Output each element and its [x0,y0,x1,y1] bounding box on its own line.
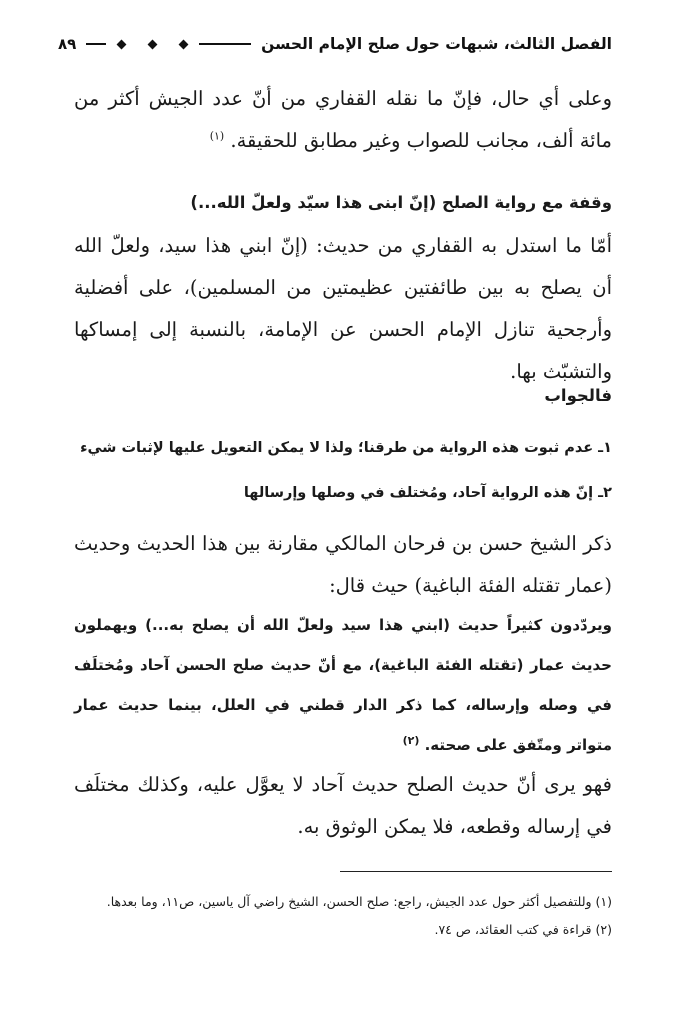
footnote-2: (٢) قراءة في كتب العقائد، ص ٧٤. [434,922,612,937]
section-heading-text: وقفة مع رواية الصلح (إنّ ابنى هذا سيّد ولعلّ الله...) [190,193,612,212]
footnote-reference: (٢) [402,734,420,747]
header-ornament [86,38,251,50]
point-2 [74,478,612,508]
page-number: ٨٩ [58,35,77,53]
paragraph-text: وعلى أي حال، فإنّ ما نقله القفاري من أنّ عدد الجيش أكثر من مائة ألف، مجانب للصواب وغير مطابق للحقيقة. [74,87,612,152]
ornament-diamond-icon [148,39,158,49]
answer-heading-text: فالجواب [544,386,612,405]
quotation-text: ويردّدون كثيراً حديث (ابني هذا سيد ولعلّ الله أن يصلح به...) ويهملون حديث عمار (تقتله الفئة الباغية)، مع أنّ حديث صلح الحسن آحاد ومُختلَف في وصله وإرساله، كما ذكر الدار قطني في العلل، بينما حديث عمار متواتر ومتّفق على صحته. [74,616,612,754]
paragraph-2 [74,225,612,393]
ornament-line [199,43,251,45]
paragraph-text: فهو يرى أنّ حديث الصلح حديث آحاد لا يعوَّل عليه، وكذلك مختلَف في إرساله وقطعه، فلا يمكن الوثوق به. [74,773,612,838]
ornament-line [86,43,106,45]
answer-heading [74,381,612,411]
ornament-diamond-icon [117,39,127,49]
footnotes [74,888,612,944]
footnote-separator [340,871,612,872]
footnote-1: (١) وللتفصيل أكثر حول عدد الجيش، راجع: صلح الحسن، الشيخ راضي آل ياسين، ص١١، وما بعدها. [106,894,612,909]
paragraph-3 [74,523,612,607]
ornament-diamond-icon [179,39,189,49]
section-heading [74,188,612,218]
point-text: ٢ـ إنّ هذه الرواية آحاد، ومُختلف في وصلها وإرسالها [243,485,612,501]
quotation [74,605,612,765]
footnote-reference: (١) [209,129,225,143]
point-1 [74,433,612,463]
running-header [58,30,612,58]
paragraph-4 [74,764,612,848]
paragraph-1 [74,78,612,162]
point-text: ١ـ عدم ثبوت هذه الرواية من طرقنا؛ ولذا لا يمكن التعويل عليها لإثبات شيء [80,440,612,456]
chapter-title: الفصل الثالث، شبهات حول صلح الإمام الحسن [261,35,612,53]
paragraph-text: أمّا ما استدل به القفاري من حديث: (إنّ ابني هذا سيد، ولعلّ الله أن يصلح به بين طائفتين عظيمتين من المسلمين)، على أفضلية وأرجحية تنازل الإمام الحسن عن الإمامة، بالنسبة إلى إمساكها والتشبّث بها. [74,234,612,383]
paragraph-text: ذكر الشيخ حسن بن فرحان المالكي مقارنة بين هذا الحديث وحديث (عمار تقتله الفئة الباغية) حيث قال: [74,532,612,597]
